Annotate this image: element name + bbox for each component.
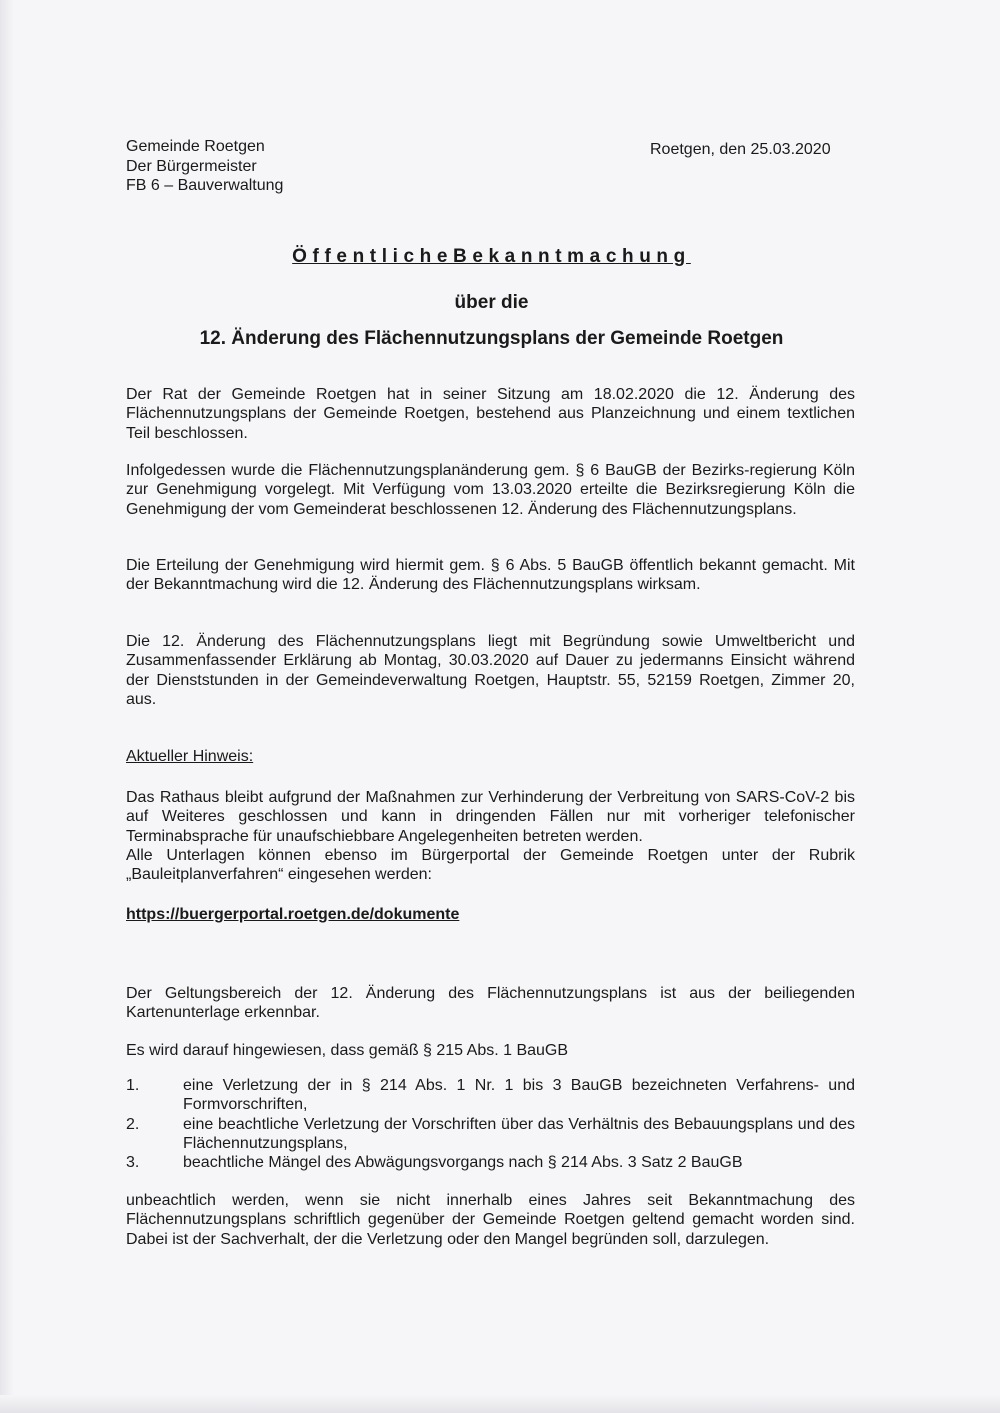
sender-line-municipality: Gemeinde Roetgen [126, 138, 265, 155]
list-item-number: 2. [126, 1115, 140, 1133]
scan-shadow-left [0, 0, 14, 1413]
list-item-text: beachtliche Mängel des Abwägungsvorgangs nach § 214 Abs. 3 Satz 2 BauGB [183, 1154, 743, 1172]
paragraph-scope: Der Geltungsbereich der 12. Änderung des Flächennutzungsplans ist aus der beiliegenden Kartenunterlage erkennbar. [126, 985, 855, 1022]
sender-block [126, 137, 283, 196]
list-item [126, 1076, 855, 1115]
document-title: ÖffentlicheBekanntmachung [292, 246, 691, 267]
notice-text: Das Rathaus bleibt aufgrund der Maßnahmen zur Verhinderung der Verbreitung von SARS-CoV-2 bis auf Weiteres geschlossen und kann in dringenden Fällen nur mit vorheriger telefonischer Terminabsprache für unaufschiebbare Angelegenheiten betreten werden. [126, 789, 855, 845]
document-headline: 12. Änderung des Flächennutzungsplans der Gemeinde Roetgen [199, 328, 784, 349]
list-item [126, 1115, 855, 1154]
paragraph-hint-intro: Es wird darauf hingewiesen, dass gemäß § 215 Abs. 1 BauGB [126, 1042, 569, 1059]
paragraph-inspection: Die 12. Änderung des Flächennutzungsplans liegt mit Begründung sowie Umweltbericht und Zusammenfassender Erklärung ab Montag, 30.03.2020 auf Dauer zu jedermanns Einsicht während der Dienststunden in der Gemeindeverwaltung Roetgen, Hauptstr. 55, 52159 Roetgen, Zimmer 20, aus. [126, 633, 855, 708]
portal-link[interactable]: https://buergerportal.roetgen.de/dokumente [126, 906, 460, 923]
notice-heading: Aktueller Hinweis: [126, 748, 254, 765]
list-item-number: 1. [126, 1077, 140, 1094]
violations-list [126, 1076, 855, 1172]
notice-text-portal: Alle Unterlagen können ebenso im Bürgerportal der Gemeinde Roetgen unter der Rubrik „Bauleitplanverfahren“ eingesehen werden: [126, 846, 855, 884]
notice-paragraph [126, 788, 855, 884]
list-item-number: 3. [126, 1154, 140, 1172]
list-item [126, 1153, 855, 1172]
sender-line-department: FB 6 – Bauverwaltung [126, 177, 284, 194]
list-item-text: eine Verletzung der in § 214 Abs. 1 Nr. 1 bis 3 BauGB bezeichneten Verfahrens- und Formvorschriften, [183, 1077, 855, 1114]
paragraph-approval-submission: Infolgedessen wurde die Flächennutzungsplanänderung gem. § 6 BauGB der Bezirks-regierung Köln zur Genehmigung vorgelegt. Mit Verfügung vom 13.03.2020 erteilte die Bezirksregierung Köln die Genehmigung der vom Gemeinderat beschlossenen 12. Änderung des Flächennutzungsplans. [126, 462, 855, 518]
paragraph-council-decision: Der Rat der Gemeinde Roetgen hat in seiner Sitzung am 18.02.2020 die 12. Änderung des Flächennutzungsplans der Gemeinde Roetgen, bestehend aus Planzeichnung und einem textlichen Teil beschlossen. [126, 386, 855, 442]
date-line: Roetgen, den 25.03.2020 [650, 141, 831, 158]
paragraph-closing: unbeachtlich werden, wenn sie nicht innerhalb eines Jahres seit Bekanntmachung des Flächennutzungsplans schriftlich gegenüber der Gemeinde Roetgen geltend gemacht worden sind. Dabei ist der Sachverhalt, der die Verletzung oder den Mangel begründen soll, darzulegen. [126, 1192, 855, 1248]
paragraph-publication: Die Erteilung der Genehmigung wird hiermit gem. § 6 Abs. 5 BauGB öffentlich bekannt gemacht. Mit der Bekanntmachung wird die 12. Änderung des Flächennutzungsplans wirksam. [126, 557, 855, 594]
sender-line-mayor: Der Bürgermeister [126, 157, 257, 175]
scan-shadow-bottom [0, 1395, 1000, 1413]
document-subtitle: über die [454, 292, 529, 313]
list-item-text: eine beachtliche Verletzung der Vorschriften über das Verhältnis des Bebauungsplans und des Flächennutzungsplans, [183, 1115, 855, 1152]
